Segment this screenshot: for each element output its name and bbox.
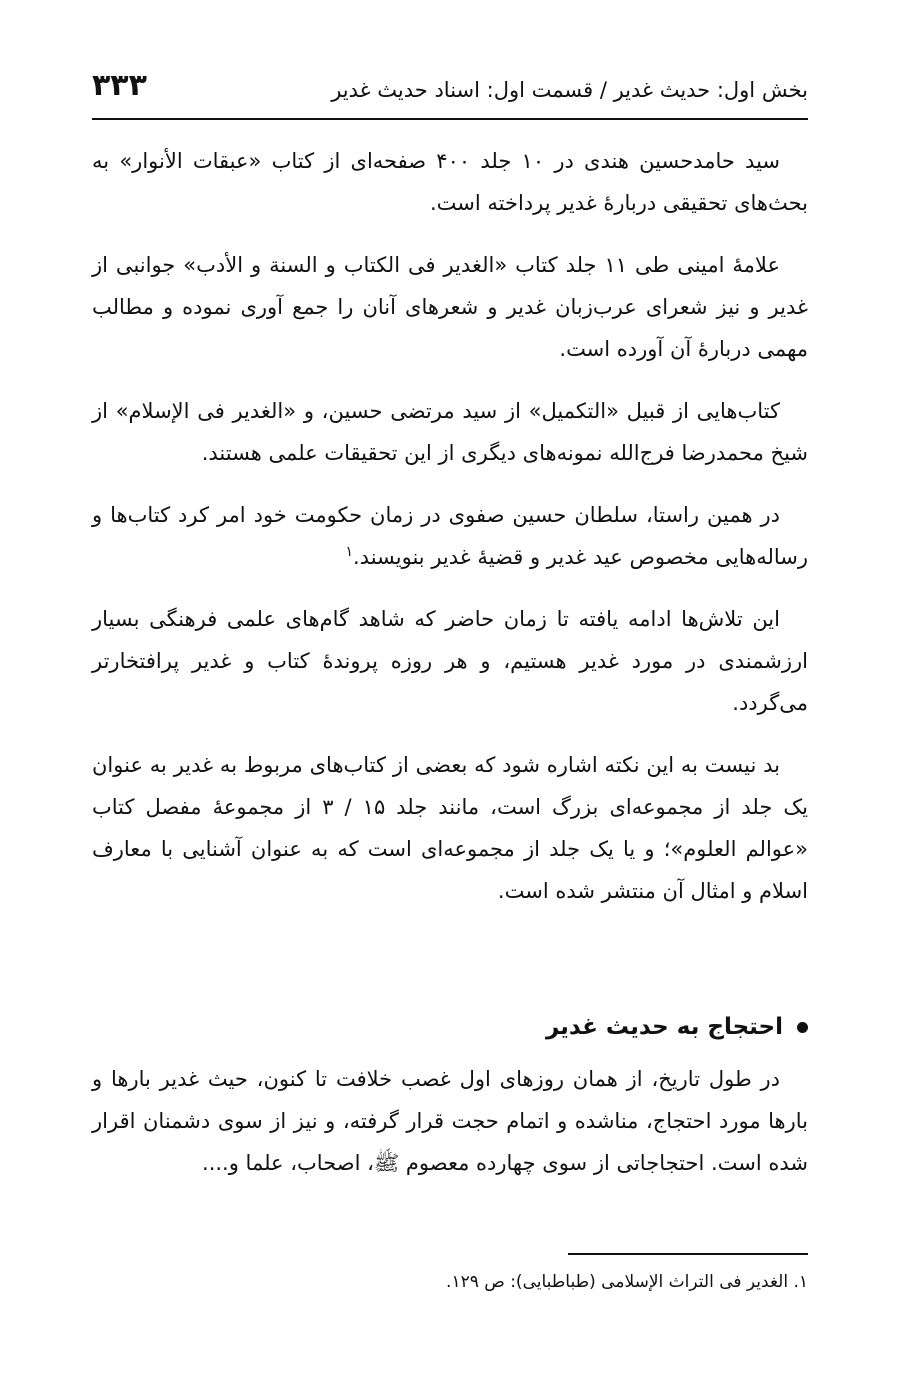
paragraph: سید حامدحسین هندی در ۱۰ جلد ۴۰۰ صفحه‌ای از کتاب «عبقات الأنوار» به بحث‌های تحقیقی دربارهٔ غدیر پرداخته است.: [92, 149, 808, 215]
footnote-divider: [568, 1253, 808, 1255]
page-header: [92, 68, 808, 116]
paragraph: این تلاش‌ها ادامه یافته تا زمان حاضر که شاهد گام‌های علمی فرهنگی بسیار ارزشمندی در مورد غدیر هستیم، و هر روزه پروندهٔ کتاب و غدیر پرافتخارتر می‌گردد.: [92, 607, 808, 715]
paragraph: علامهٔ امینی طی ۱۱ جلد کتاب «الغدیر فی الکتاب و السنة و الأدب» جوانبی از غدیر و نیز شعرای عرب‌زبان غدیر و شعرهای آنان را جمع آوری نموده و مطالب مهمی دربارهٔ آن آورده است.: [92, 253, 808, 361]
main-text: [92, 140, 808, 932]
header-divider: [92, 118, 808, 120]
paragraph: کتاب‌هایی از قبیل «التکمیل» از سید مرتضی حسین، و «الغدیر فی الإسلام» از شیخ محمدرضا فرج‌الله نمونه‌های دیگری از این تحقیقات علمی هستند.: [92, 399, 808, 465]
page-number: ۳۳۳: [92, 68, 147, 103]
paragraph: در طول تاریخ، از همان روزهای اول غصب خلافت تا کنون، حیث غدیر بارها و بارها مورد احتجاج، مناشده و اتمام حجت قرار گرفته، و نیز از سوی دشمنان اقرار شده است. احتجاجاتی از سوی چهارده معصوم ﷺ، اصحاب، علما و....: [92, 1067, 808, 1175]
running-header-title: بخش اول: حدیث غدیر / قسمت اول: اسناد حدیث غدیر: [331, 78, 808, 102]
footnote: ۱. الغدیر فی التراث الإسلامی (طباطبایی): ص ۱۲۹.: [446, 1272, 808, 1292]
section-body: [92, 1058, 808, 1204]
section-heading-text: احتجاج به حدیث غدیر: [545, 1014, 783, 1040]
footnote-reference[interactable]: ۱: [345, 544, 353, 560]
paragraph: در همین راستا، سلطان حسین صفوی در زمان حکومت خود امر کرد کتاب‌ها و رساله‌هایی مخصوص عید غدیر و قضیهٔ غدیر بنویسند.$^۱$: [92, 503, 808, 569]
bullet-icon: [797, 1022, 808, 1033]
paragraph: بد نیست به این نکته اشاره شود که بعضی از کتاب‌های مربوط به غدیر به عنوان یک جلد از مجموعه‌ای بزرگ است، مانند جلد ۱۵ / ۳ از مجموعهٔ مفصل کتاب «عوالم العلوم»؛ و یا یک جلد از مجموعه‌ای است که به عنوان آشنایی با معارف اسلام و امثال آن منتشر شده است.: [92, 753, 808, 903]
section-heading: [546, 1014, 808, 1040]
